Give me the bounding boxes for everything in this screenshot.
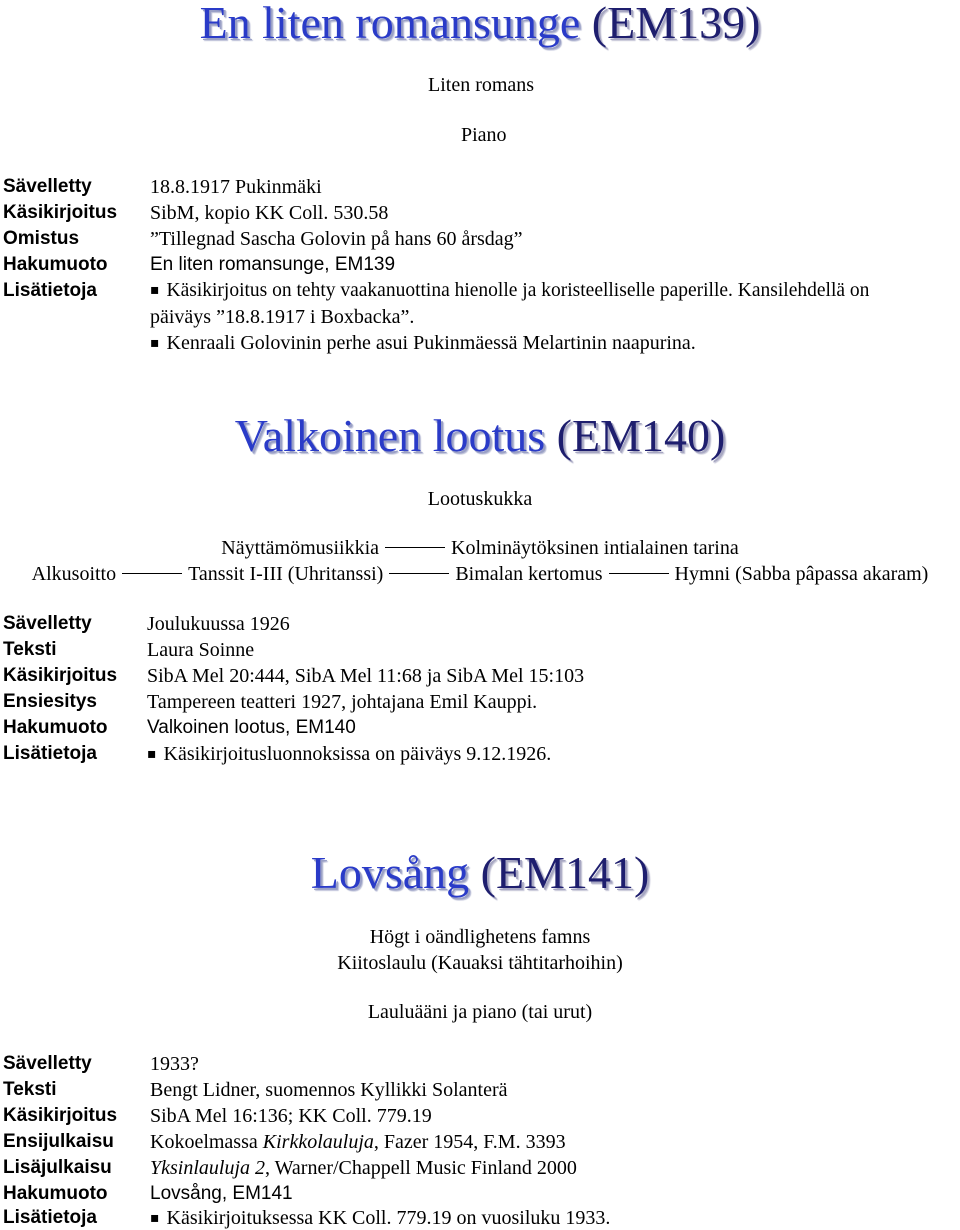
field-label: Käsikirjoitus xyxy=(3,1105,118,1126)
publication-title: Kirkkolauluja xyxy=(262,1131,374,1153)
em140-title-code: (EM140) xyxy=(556,410,726,461)
em139-subtitle: Liten romans xyxy=(428,74,535,96)
field-value: Bengt Lidner, suomennos Kyllikki Solanterä xyxy=(150,1079,508,1101)
field-label: Sävelletty xyxy=(3,613,92,634)
field-label: Lisäjulkaisu xyxy=(3,1157,112,1178)
field-label: Käsikirjoitus xyxy=(3,665,118,686)
field-value xyxy=(150,1132,566,1152)
dash-separator xyxy=(389,573,449,574)
em140-title xyxy=(0,410,960,461)
field-label: Sävelletty xyxy=(3,176,92,197)
field-label: Hakumuoto xyxy=(3,254,108,275)
field-value: ▪ Kenraali Golovinin perhe asui Pukinmäessä Melartinin naapurina. xyxy=(150,333,696,353)
em141-subtitle-1: Högt i oändlighetens famns xyxy=(369,926,591,948)
field-label: Teksti xyxy=(3,1079,57,1100)
em140-genre xyxy=(0,538,960,558)
dash-separator xyxy=(385,547,445,548)
field-value: 1933? xyxy=(150,1053,199,1075)
field-label: Käsikirjoitus xyxy=(3,202,118,223)
em140-genre-a: Näyttämömusiikkia xyxy=(221,537,380,559)
field-value: SibA Mel 20:444, SibA Mel 11:68 ja SibA Mel 15:103 xyxy=(147,665,585,687)
em141-title xyxy=(0,847,960,898)
em141-subtitle-2: Kiitoslaulu (Kauaksi tähtitarhoihin) xyxy=(337,952,623,974)
field-value: En liten romansunge, EM139 xyxy=(150,254,396,275)
field-value xyxy=(150,1158,577,1178)
publication-title: Yksinlauluja 2 xyxy=(150,1157,266,1179)
field-value: ▪ Käsikirjoitusluonnoksissa on päiväys 9.12.1926. xyxy=(147,744,551,764)
em140-part: Tanssit I-III (Uhritanssi) xyxy=(188,563,384,585)
field-value: Lovsång, EM141 xyxy=(150,1183,293,1204)
em141-instrument: Lauluääni ja piano (tai urut) xyxy=(367,1001,593,1023)
em140-genre-b: Kolminäytöksinen intialainen tarina xyxy=(451,537,739,559)
value-text: , Warner/Chappell Music Finland 2000 xyxy=(265,1157,577,1179)
em139-instrument: Piano xyxy=(461,124,507,146)
em139-title-name: En liten romansunge xyxy=(199,0,581,48)
field-value: ”Tillegnad Sascha Golovin på hans 60 årsdag” xyxy=(150,228,523,250)
dash-separator xyxy=(122,573,182,574)
field-value: ▪ Käsikirjoituksessa KK Coll. 779.19 on vuosiluku 1933. xyxy=(150,1208,610,1228)
field-label: Ensiesitys xyxy=(3,691,97,712)
field-value: Joulukuussa 1926 xyxy=(147,613,290,635)
em139-title xyxy=(0,0,960,46)
field-value: Tampereen teatteri 1927, johtajana Emil Kauppi. xyxy=(147,691,538,713)
em139-title-code: (EM139) xyxy=(591,0,761,48)
field-value: Laura Soinne xyxy=(147,639,255,661)
dash-separator xyxy=(609,573,669,574)
em140-title-name: Valkoinen lootus xyxy=(234,410,546,461)
field-label: Ensijulkaisu xyxy=(3,1131,114,1152)
field-label: Lisätietoja xyxy=(3,743,97,764)
field-label: Omistus xyxy=(3,228,80,249)
value-text: , Fazer 1954, F.M. 3393 xyxy=(373,1131,566,1153)
em140-subtitle: Lootuskukka xyxy=(427,488,533,510)
em140-part: Bimalan kertomus xyxy=(455,563,603,585)
field-value: SibM, kopio KK Coll. 530.58 xyxy=(150,202,389,224)
em140-parts xyxy=(0,564,960,584)
em141-title-code: (EM141) xyxy=(480,847,650,898)
field-label: Lisätietoja xyxy=(3,280,97,301)
field-value: ▪ Käsikirjoitus on tehty vaakanuottina hienolle ja koristeelliselle paperille. Kansilehdellä on xyxy=(150,281,869,301)
field-label: Teksti xyxy=(3,639,57,660)
field-label: Lisätietoja xyxy=(3,1207,97,1228)
field-label: Hakumuoto xyxy=(3,717,108,738)
field-value: päiväys ”18.8.1917 i Boxbacka”. xyxy=(150,306,415,328)
field-label: Hakumuoto xyxy=(3,1183,108,1204)
em140-part: Alkusoitto xyxy=(31,563,117,585)
em141-title-name: Lovsång xyxy=(310,847,470,898)
field-value: SibA Mel 16:136; KK Coll. 779.19 xyxy=(150,1105,432,1127)
field-label: Sävelletty xyxy=(3,1053,92,1074)
em140-part: Hymni (Sabba pâpassa akaram) xyxy=(674,563,929,585)
field-value: 18.8.1917 Pukinmäki xyxy=(150,176,322,198)
field-value: Valkoinen lootus, EM140 xyxy=(147,717,356,738)
value-text: Kokoelmassa xyxy=(150,1131,263,1153)
